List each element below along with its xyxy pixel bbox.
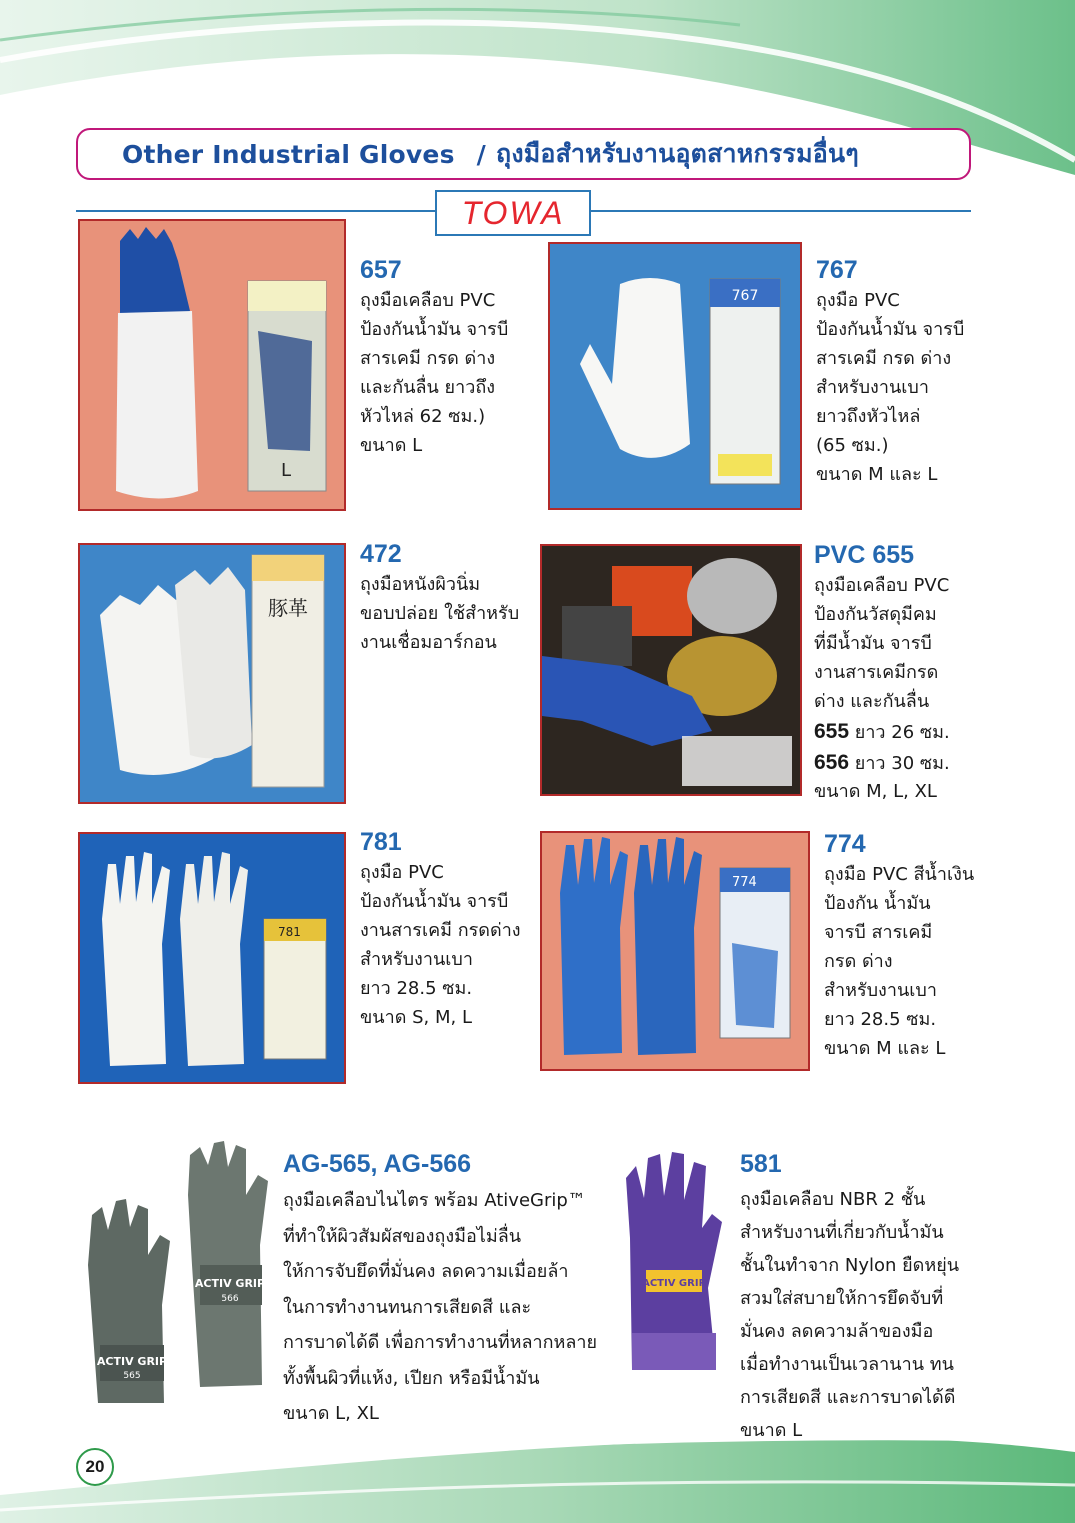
- glove-ag-565-566-image: [78, 1135, 278, 1405]
- package-label-774: 774: [732, 875, 757, 890]
- product-code-767: 767: [816, 256, 858, 284]
- glove-655-image: [542, 546, 800, 794]
- product-photo-655: [540, 544, 802, 796]
- product-description-774: ถุงมือ PVC สีน้ำเงิน ป้องกัน น้ำมัน จารบี สารเคมี กรด ด่าง สำหรับงานเบา ยาว 28.5 ซม. ขนาด M และ L: [824, 864, 975, 1059]
- title-english: Other Industrial Gloves: [122, 139, 455, 169]
- product-description-ag-565-566: ถุงมือเคลือบไนไตร พร้อม AtiveGrip™ ที่ทำให้ผิวสัมผัสของถุงมือไม่ลื่น ให้การจับยึดที่มั่นคง ลดความเมื่อยล้า ในการทำงานทนการเสียดสี และ การบาดได้ดี เพื่อการทำงานที่หลากหลาย ทั้งพื้นผิวที่แห้ง, เปียก หรือมีน้ำมัน ขนาด L, XL: [283, 1190, 598, 1424]
- product-code-ag-565-566: AG-565, AG-566: [283, 1150, 472, 1178]
- package-label-472: 豚革: [268, 596, 308, 620]
- variant-655: [814, 716, 950, 748]
- glove-767-image: [550, 244, 800, 508]
- ag-number-566: 566: [221, 1294, 239, 1304]
- ag-number-565: 565: [123, 1371, 141, 1381]
- section-title-banner: [76, 128, 971, 180]
- glove-781-image: [80, 834, 344, 1082]
- product-code-657: 657: [360, 256, 402, 284]
- glove-774-image: [542, 833, 808, 1069]
- product-photo-472: [78, 543, 346, 804]
- package-label-657: L: [280, 460, 292, 481]
- title-thai: ถุงมือสำหรับงานอุตสาหกรรมอื่นๆ: [496, 139, 859, 168]
- ag-label-566: ACTIV GRIP: [194, 1277, 266, 1290]
- product-code-581: 581: [740, 1150, 782, 1178]
- product-photo-781: [78, 832, 346, 1084]
- variant-655-number: 655: [814, 720, 850, 743]
- package-label-781: 781: [278, 925, 301, 939]
- product-description-pvc-655: ถุงมือเคลือบ PVC ป้องกันวัสดุมีคม ที่มีน้ำมัน จารบี งานสารเคมีกรด ด่าง และกันลื่น: [814, 575, 950, 712]
- product-code-774: 774: [824, 830, 866, 858]
- variant-656-number: 656: [814, 751, 850, 774]
- glove-657-image: [80, 221, 344, 509]
- towa-logo: TOWA: [435, 190, 591, 236]
- package-label-767: 767: [731, 288, 759, 304]
- ag-label-581: ACTIV GRIP: [642, 1278, 706, 1289]
- title-separator: /: [476, 139, 486, 169]
- product-photo-767: [548, 242, 802, 510]
- product-code-781: 781: [360, 828, 402, 856]
- product-photo-774: [540, 831, 810, 1071]
- product-description-781: ถุงมือ PVC ป้องกันน้ำมัน จารบี งานสารเคมี กรดด่าง สำหรับงานเบา ยาว 28.5 ซม. ขนาด S, M, L: [360, 862, 521, 1028]
- ag-label-565: ACTIV GRIP: [96, 1355, 168, 1368]
- variant-656: [814, 747, 950, 779]
- product-size-655: ขนาด M, L, XL: [814, 781, 937, 802]
- product-photo-657: [78, 219, 346, 511]
- glove-581-image: [612, 1148, 730, 1373]
- product-description-581: ถุงมือเคลือบ NBR 2 ชั้น สำหรับงานที่เกี่ยวกับน้ำมัน ชั้นในทำจาก Nylon ยืดหยุ่น สวมใส่สบายให้การยึดจับที่ มั่นคง ลดความล้าของมือ เมื่อทำงานเป็นเวลานาน ทน การเสียดสี และการบาดได้ดี ขนาด L: [740, 1189, 960, 1441]
- product-description-472: ถุงมือหนังผิวนิ่ม ขอบปล่อย ใช้สำหรับ งานเชื่อมอาร์กอน: [360, 574, 520, 653]
- product-code-472: 472: [360, 540, 402, 568]
- product-description-767: ถุงมือ PVC ป้องกันน้ำมัน จารบี สารเคมี กรด ด่าง สำหรับงานเบา ยาวถึงหัวไหล่ (65 ซม.) ขนาด M และ L: [816, 290, 965, 485]
- page-number: 20: [76, 1448, 114, 1486]
- glove-472-image: [80, 545, 344, 802]
- variant-655-length: ยาว 26 ซม.: [854, 722, 950, 743]
- variant-656-length: ยาว 30 ซม.: [854, 753, 950, 774]
- product-code-pvc-655: PVC 655: [814, 541, 915, 569]
- product-description-657: ถุงมือเคลือบ PVC ป้องกันน้ำมัน จารบี สารเคมี กรด ด่าง และกันลื่น ยาวถึง หัวไหล่ 62 ซม.) ขนาด L: [360, 290, 509, 456]
